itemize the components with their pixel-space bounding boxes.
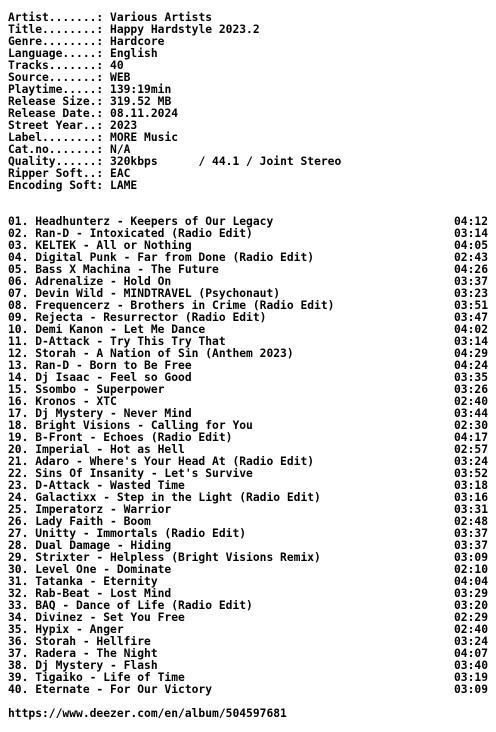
track-row: 27. Unitty - Immortals (Radio Edit) 03:37 <box>8 527 488 540</box>
track-row: 14. Dj Isaac - Feel so Good 03:35 <box>8 371 488 384</box>
spacer <box>8 204 496 216</box>
track-row: 21. Adaro - Where's Your Head At (Radio Edit) 03:24 <box>8 455 488 468</box>
track-row: 05. Bass X Machina - The Future 04:26 <box>8 263 488 276</box>
meta-line-encoding-soft: Encoding Soft: LAME <box>8 179 138 192</box>
meta-line-tracks: Tracks.......: 40 <box>8 59 124 72</box>
metadata-block <box>8 12 496 192</box>
track-row: 39. Tigaiko - Life of Time 03:19 <box>8 671 488 684</box>
track-row: 31. Tatanka - Eternity 04:04 <box>8 575 488 588</box>
meta-line-playtime: Playtime.....: 139:19min <box>8 83 172 96</box>
track-row: 17. Dj Mystery - Never Mind 03:44 <box>8 407 488 420</box>
track-row: 08. Frequencerz - Brothers in Crime (Radio Edit) 03:51 <box>8 299 488 312</box>
track-row: 32. Rab-Beat - Lost Mind 03:29 <box>8 587 488 600</box>
track-row: 24. Galactixx - Step in the Light (Radio Edit) 03:16 <box>8 491 488 504</box>
tracklist <box>8 216 496 696</box>
track-row: 16. Kronos - XTC 02:40 <box>8 395 488 408</box>
track-row: 15. Ssombo - Superpower 03:26 <box>8 383 488 396</box>
track-row: 36. Storah - Hellfire 03:24 <box>8 635 488 648</box>
track-row: 40. Eternate - For Our Victory 03:09 <box>8 683 488 696</box>
track-row: 07. Devin Wild - MINDTRAVEL (Psychonaut) 03:23 <box>8 287 488 300</box>
meta-line-street-year: Street Year..: 2023 <box>8 119 138 132</box>
track-row: 02. Ran-D - Intoxicated (Radio Edit) 03:14 <box>8 227 488 240</box>
track-row: 29. Strixter - Helpless (Bright Visions Remix) 03:09 <box>8 551 488 564</box>
meta-line-cat-no: Cat.no.......: N/A <box>8 143 131 156</box>
track-row: 13. Ran-D - Born to Be Free 04:24 <box>8 359 488 372</box>
meta-line-source: Source.......: WEB <box>8 71 131 84</box>
track-row: 12. Storah - A Nation of Sin (Anthem 2023) 04:29 <box>8 347 488 360</box>
track-row: 26. Lady Faith - Boom 02:48 <box>8 515 488 528</box>
track-row: 10. Demi Kanon - Let Me Dance 04:02 <box>8 323 488 336</box>
track-row: 22. Sins Of Insanity - Let's Survive 03:52 <box>8 467 488 480</box>
spacer <box>8 192 496 204</box>
meta-line-genre: Genre........: Hardcore <box>8 35 165 48</box>
meta-line-quality: Quality......: 320kbps / 44.1 / Joint Stereo <box>8 155 342 168</box>
album-url: https://www.deezer.com/en/album/504597681 <box>8 707 287 720</box>
meta-line-label: Label........: MORE Music <box>8 131 179 144</box>
track-row: 09. Rejecta - Resurrector (Radio Edit) 03:47 <box>8 311 488 324</box>
track-row: 35. Hypix - Anger 02:40 <box>8 623 488 636</box>
meta-line-release-size: Release Size.: 319.52 MB <box>8 95 172 108</box>
meta-line-release-date: Release Date.: 08.11.2024 <box>8 107 179 120</box>
track-row: 23. D-Attack - Wasted Time 03:18 <box>8 479 488 492</box>
track-row: 19. B-Front - Echoes (Radio Edit) 04:17 <box>8 431 488 444</box>
track-row: 03. KELTEK - All or Nothing 04:05 <box>8 239 488 252</box>
track-row: 30. Level One - Dominate 02:10 <box>8 563 488 576</box>
track-row: 33. BAQ - Dance of Life (Radio Edit) 03:20 <box>8 599 488 612</box>
meta-line-artist: Artist.......: Various Artists <box>8 11 213 24</box>
track-row: 01. Headhunterz - Keepers of Our Legacy 04:12 <box>8 215 488 228</box>
track-row: 06. Adrenalize - Hold On 03:37 <box>8 275 488 288</box>
track-row: 34. Divinez - Set You Free 02:29 <box>8 611 488 624</box>
track-row: 28. Dual Damage - Hiding 03:37 <box>8 539 488 552</box>
track-row: 11. D-Attack - Try This Try That 03:14 <box>8 335 488 348</box>
meta-line-title: Title........: Happy Hardstyle 2023.2 <box>8 23 260 36</box>
track-row: 20. Imperial - Hot as Hell 02:57 <box>8 443 488 456</box>
track-row: 37. Radera - The Night 04:07 <box>8 647 488 660</box>
track-row: 25. Imperatorz - Warrior 03:31 <box>8 503 488 516</box>
track-row: 18. Bright Visions - Calling for You 02:30 <box>8 419 488 432</box>
meta-line-ripper-soft: Ripper Soft..: EAC <box>8 167 131 180</box>
track-row: 04. Digital Punk - Far from Done (Radio Edit) 02:43 <box>8 251 488 264</box>
track-row: 38. Dj Mystery - Flash 03:40 <box>8 659 488 672</box>
meta-line-language: Language.....: English <box>8 47 158 60</box>
